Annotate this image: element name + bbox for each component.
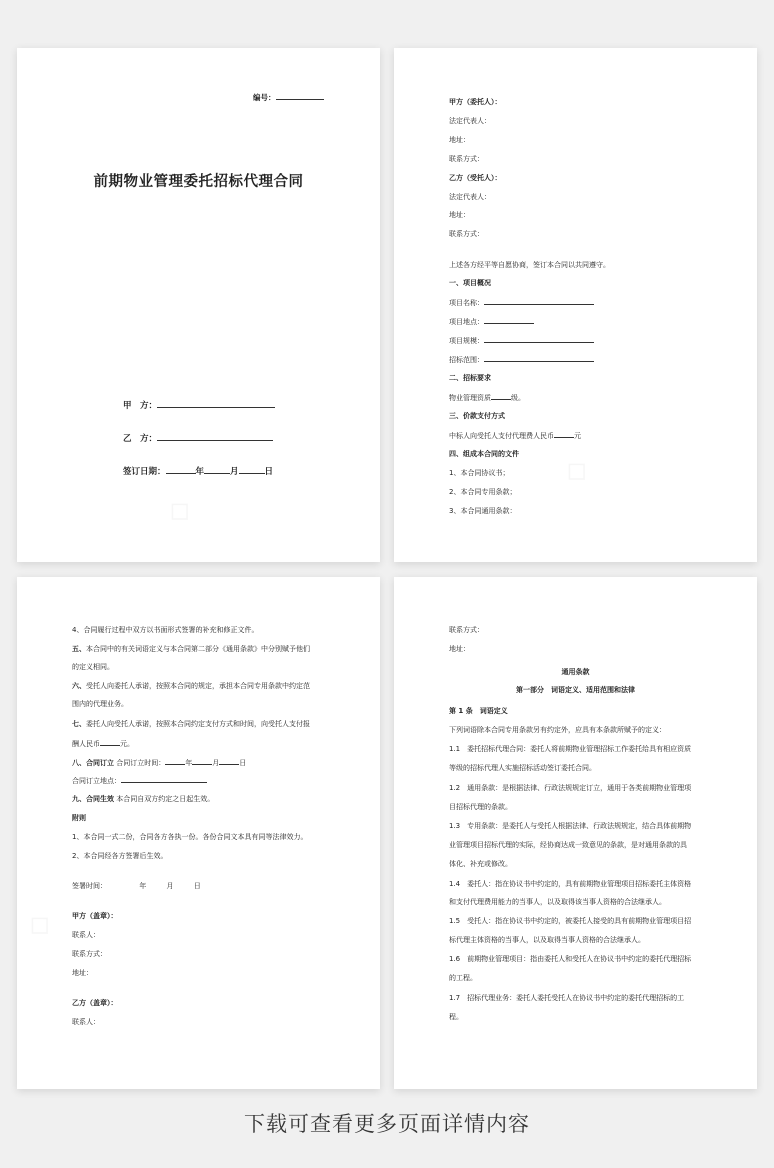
contract-number-blank (276, 92, 324, 100)
day-label: 日 (193, 882, 201, 890)
clause-text: 受托人向委托人承诺，按照本合同的规定，承担本合同专用条款中约定范 (86, 682, 310, 690)
definition-text: 和支付代理费用能力的当事人，以及取得该当事人资格的合法继承人。 (449, 898, 666, 906)
clause-5-number: 五、 (72, 645, 86, 653)
article-1-intro: 下列词语除本合同专用条款另有约定外，应具有本条款所赋予的定义： (449, 726, 666, 734)
day-blank (239, 466, 265, 474)
definition-text: 目招标代理的条款。 (449, 803, 512, 811)
section-1-heading: 一、项目概况 (449, 279, 491, 287)
legal-rep-a: 法定代表人： (449, 117, 491, 125)
blank (100, 738, 120, 746)
definition-text: 1.5 受托人：指在协议书中约定的，被委托人接受的具有前期物业管理项目招 (449, 917, 692, 925)
party-b-label: 乙 方： (123, 434, 158, 444)
blank (484, 297, 594, 305)
payment-line (449, 430, 581, 441)
appendix-item-1: 1、本合同一式二份，合同各方各执一份。各份合同文本具有同等法律效力。 (72, 833, 308, 841)
blank (491, 392, 511, 400)
contract-title: 前期物业管理委托招标代理合同 (93, 174, 304, 190)
bid-scope-field (449, 354, 594, 365)
definition-text: 体化、补充或修改。 (449, 860, 512, 868)
definition-text: 1.2 通用条款：是根据法律、行政法规规定订立，通用于各类前期物业管理项 (449, 784, 692, 792)
address-a: 地址： (449, 136, 470, 144)
contract-page-2 (394, 48, 757, 562)
definition-text: 等级的招标代理人实施招标活动签订委托合同。 (449, 764, 596, 772)
contact-b: 联系方式： (449, 230, 484, 238)
definition-text: 业管理项目招标代理的实际，经协商达成一致意见的条款，是对通用条款的具 (449, 841, 687, 849)
day-label: 日 (239, 759, 247, 767)
qualification-prefix: 物业管理资质 (449, 394, 491, 402)
clause-text: 围内的代理业务。 (72, 700, 128, 708)
blank (484, 354, 594, 362)
party-b-blank (157, 433, 273, 441)
party-a-blank (157, 400, 275, 408)
bid-scope-label: 招标范围： (449, 356, 484, 364)
section-3-heading: 三、价款支付方式 (449, 412, 505, 420)
clause-text: 委托人向受托人承诺，按照本合同约定支付方式和时间，向受托人支付报 (86, 720, 310, 728)
clause-text: 本合同中的有关词语定义与本合同第二部分《通用条款》中分别赋予他们 (86, 645, 310, 653)
document-item-2: 2、本合同专用条款； (449, 488, 517, 496)
definition-text: 1.3 专用条款：是委托人与受托人根据法律、行政法规规定，结合具体前期物 (449, 822, 692, 830)
clause-8 (72, 757, 246, 768)
article-1-heading: 第 1 条 词语定义 (449, 707, 508, 715)
appendix-heading: 附则 (72, 814, 86, 822)
sign-date-label: 签订日期： (123, 467, 166, 477)
blank (165, 757, 185, 765)
appendix-item-2: 2、本合同经各方签署后生效。 (72, 852, 168, 860)
party-a-label: 甲 方： (123, 401, 158, 411)
sign-place-label: 合同订立地点： (72, 777, 121, 785)
year-label: 年 (185, 759, 193, 767)
project-name-label: 项目名称： (449, 299, 484, 307)
download-more-link[interactable]: 下载可查看更多页面详情内容 (244, 1112, 530, 1136)
party-a-signature-line (123, 400, 275, 412)
document-item-3: 3、本合同通用条款： (449, 507, 517, 515)
contact-person-b: 联系人： (72, 1018, 100, 1026)
address-b: 地址： (449, 211, 470, 219)
contract-number-label: 编号： (253, 93, 276, 102)
blank (554, 430, 574, 438)
watermark (555, 450, 596, 491)
payment-suffix: 元 (574, 432, 581, 440)
general-terms-title: 通用条款 (561, 668, 590, 676)
document-item-1: 1、本合同协议书； (449, 469, 510, 477)
party-a-seal: 甲方（盖章）： (72, 912, 118, 920)
project-location-field (449, 316, 534, 327)
contract-page-4 (394, 577, 757, 1089)
clause-7-number: 七、 (72, 720, 86, 728)
sign-date-line (123, 466, 273, 478)
month-label: 月 (230, 467, 239, 477)
contract-number-field (253, 92, 324, 103)
month-label: 月 (166, 882, 174, 890)
project-location-label: 项目地点： (449, 318, 484, 326)
blank (484, 316, 534, 324)
blank (192, 757, 212, 765)
part-1-title: 第一部分 词语定义、适用范围和法律 (516, 686, 635, 694)
sign-time-label: 合同订立时间： (116, 759, 166, 767)
remuneration-suffix: 元。 (120, 740, 134, 748)
party-b-heading: 乙方（受托人）： (449, 174, 502, 182)
definition-text: 1.7 招标代理业务：委托人委托受托人在协议书中约定的委托代理招标的工 (449, 994, 685, 1002)
clause-7 (72, 719, 310, 729)
contract-cover-page (17, 48, 380, 562)
clause-text: 的定义相同。 (72, 663, 114, 671)
sign-time-label: 签署时间： (72, 882, 107, 890)
clause-6 (72, 681, 310, 691)
payment-prefix: 中标人向受托人支付代理费人民币 (449, 432, 554, 440)
year-blank (166, 466, 196, 474)
sign-time-line (72, 881, 201, 891)
blank (219, 757, 239, 765)
qualification-suffix: 级。 (511, 394, 525, 402)
contact-label: 联系方式： (449, 626, 484, 634)
definition-text: 的工程。 (449, 974, 477, 982)
definition-text: 1.6 前期物业管理项目：指由委托人和受托人在协议书中约定的委托代理招标 (449, 955, 692, 963)
contact-a: 联系方式： (449, 155, 484, 163)
clause-text: 本合同自双方约定之日起生效。 (116, 795, 215, 803)
party-b-seal: 乙方（盖章）： (72, 999, 118, 1007)
blank (484, 335, 594, 343)
address-a: 地址： (72, 969, 93, 977)
clause-9-heading: 九、合同生效 (72, 795, 114, 803)
contact-person-a: 联系人： (72, 931, 100, 939)
party-b-signature-line (123, 433, 273, 445)
clause-text: 4、合同履行过程中双方以书面形式签署的补充和修正文件。 (72, 626, 259, 634)
watermark (158, 490, 199, 531)
month-blank (204, 466, 230, 474)
clause-5 (72, 644, 310, 654)
definition-text: 程。 (449, 1013, 463, 1021)
legal-rep-b: 法定代表人： (449, 193, 491, 201)
day-label: 日 (264, 467, 274, 477)
year-label: 年 (139, 882, 147, 890)
year-label: 年 (195, 467, 205, 477)
definition-text: 1.4 委托人：指在协议书中约定的，具有前期物业管理项目招标委托主体资格 (449, 880, 692, 888)
project-scale-label: 项目规模： (449, 337, 484, 345)
clause-9 (72, 794, 214, 804)
contract-page-3 (17, 577, 380, 1089)
clause-8-heading: 八、合同订立 (72, 759, 114, 767)
contact-a: 联系方式： (72, 950, 107, 958)
project-name-field (449, 297, 594, 308)
sign-place-line (72, 775, 207, 786)
remuneration-line (72, 738, 134, 749)
project-scale-field (449, 335, 594, 346)
party-a-heading: 甲方（委托人）： (449, 98, 502, 106)
section-4-heading: 四、组成本合同的文件 (449, 450, 519, 458)
clause-6-number: 六、 (72, 682, 86, 690)
section-2-heading: 二、招标要求 (449, 374, 491, 382)
remuneration-prefix: 酬人民币 (72, 740, 100, 748)
month-label: 月 (212, 759, 220, 767)
qualification-line (449, 392, 525, 403)
intro-text: 上述各方经平等自愿协商，签订本合同以共同遵守。 (449, 261, 610, 269)
definition-text: 标代理主体资格的当事人，以及取得当事人资格的合法继承人。 (449, 936, 645, 944)
blank (121, 775, 207, 783)
definition-text: 1.1 委托招标代理合同：委托人将前期物业管理招标工作委托给具有相应资质 (449, 745, 692, 753)
address-label: 地址： (449, 645, 470, 653)
watermark (18, 904, 59, 945)
